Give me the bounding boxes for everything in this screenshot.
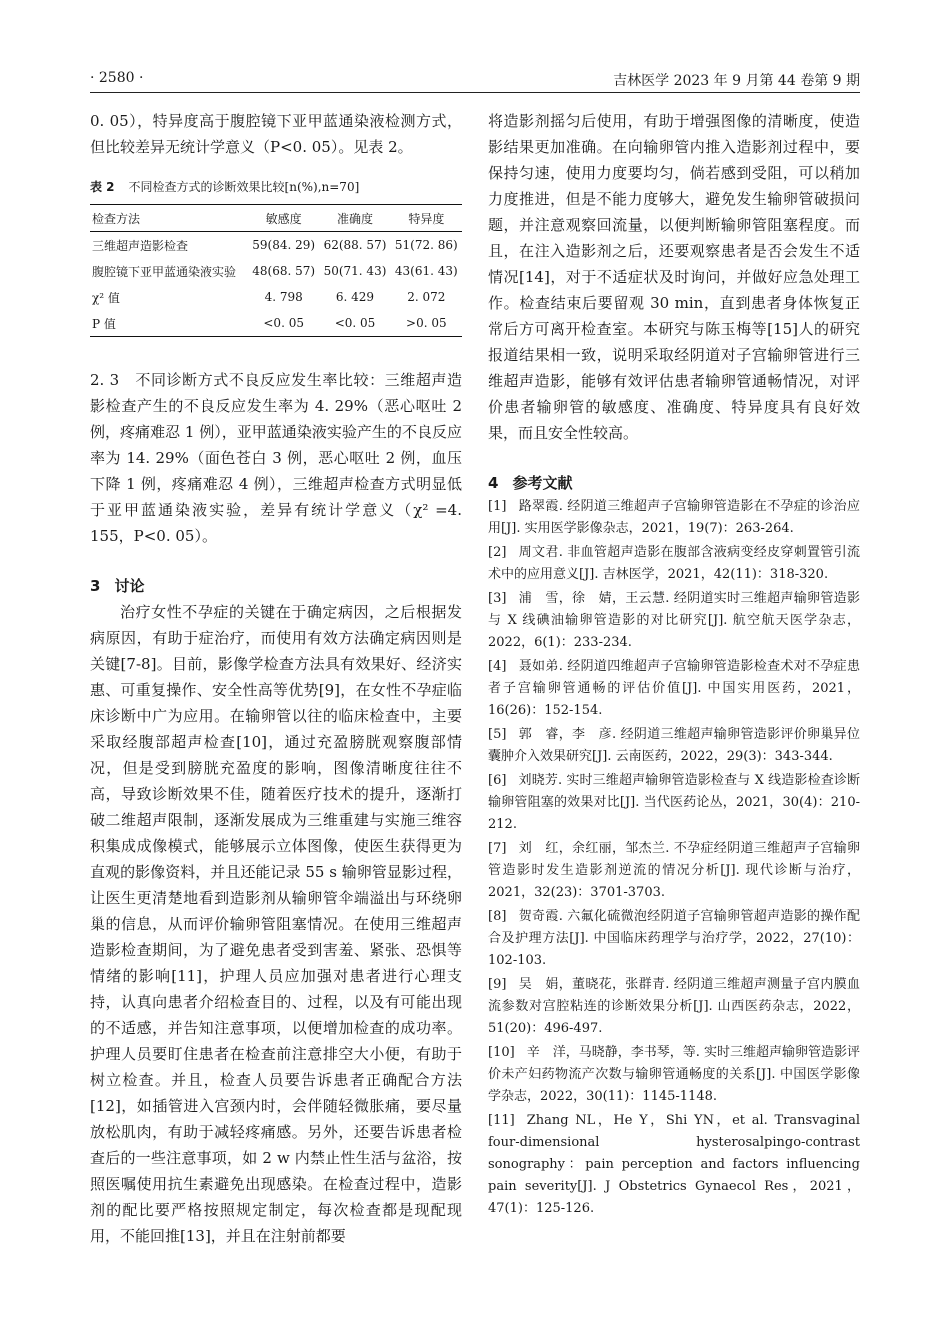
right-column bbox=[488, 108, 860, 1222]
table-row bbox=[90, 258, 462, 284]
table-cell: 三维超声造影检查 bbox=[92, 238, 189, 253]
table-cell: 4. 798 bbox=[264, 290, 303, 304]
table-cell: <0. 05 bbox=[334, 316, 376, 330]
reference-item: [9] 吴 娟，董晓花，张群青. 经阴道三维超声测量子宫内膜血流参数对宫腔粘连的诊断效果分析[J]. 山西医药杂志，2022，51(20)：496-497. bbox=[488, 977, 860, 1036]
section-3-title: 讨论 bbox=[114, 577, 145, 595]
section-3-number: 3 bbox=[90, 577, 101, 595]
reference-item: [4] 聂如弟. 经阴道四维超声子宫输卵管造影检查术对不孕症患者子宫输卵管通畅的评估价值[J]. 中国实用医药，2021，16(26)：152-154. bbox=[488, 659, 860, 718]
spacer bbox=[90, 549, 462, 573]
reference-item: [5] 郭 睿，李 彦. 经阴道三维超声输卵管造影评价卵巢异位囊肿介入效果研究[J]. 云南医药，2022，29(3)：343-344. bbox=[488, 727, 860, 764]
spacer bbox=[90, 337, 462, 367]
table-cell: P 值 bbox=[92, 316, 116, 331]
page-number: · 2580 · bbox=[90, 70, 144, 86]
left-column bbox=[90, 108, 462, 1249]
table-cell: 43(61. 43) bbox=[394, 264, 458, 278]
references-heading bbox=[488, 470, 860, 496]
reference-item: [1] 路翠霞. 经阴道三维超声子宫输卵管造影在不孕症的诊治应用[J]. 实用医学影像杂志，2021，19(7)：263-264. bbox=[488, 499, 860, 536]
references-title: 参考文献 bbox=[512, 474, 573, 492]
discussion-text: 治疗女性不孕症的关键在于确定病因，之后根据发病原因，有助于症治疗，而使用有效方法确定病因则是关键[7-8]。目前，影像学检查方法具有效果好、经济实惠、可重复操作、安全性高等优势[9]，在女性不孕症临床诊断中广为应用。在输卵管以往的临床检查中，主要采取经腹部超声检查[10]，通过充盈膀胱观察腹部情况，但是受到膀胱充盈度的影响，图像清晰度往往不高，导致诊断效果不佳，随着医疗技术的提升，逐渐打破二维超声限制，逐渐发展成为三维重建与实施三维容积集成成像模式，能够展示立体图像，使医生获得更为直观的影像资料，并且还能记录 55 s 输卵管显影过程，让医生更清楚地看到造影剂从输卵管伞端溢出与环绕卵巢的信息，从而评价输卵管阻塞情况。在使用三维超声造影检查期间，为了避免患者受到害羞、紧张、恐惧等情绪的影响[11]，护理人员应加强对患者进行心理支持，认真向患者介绍检查目的、过程，以及有可能出现的不适感，并告知注意事项，以便增加检查的成功率。护理人员要盯住患者在检查前注意排空大小便，有助于树立检查。并且，检查人员要告诉患者正确配合方法[12]，如插管进入宫颈内时，会伴随轻微胀痛，要尽量放松肌肉，有助于减轻疼痛感。另外，还要告诉患者检查后的一些注意事项，如 2 w 内禁止性生活与盆浴，按照医嘱使用抗生素避免出现感染。在检查过程中，造影剂的配比要严格按照规定制定，每次检查都是现配现用，不能回推[13]，并且在注射前都要 bbox=[90, 603, 462, 1245]
reference-item: [3] 浦 雪，徐 婧，王云慧. 经阴道实时三维超声输卵管造影与 X 线碘油输卵管造影的对比研究[J]. 航空航天医学杂志，2022，6(1)：233-234. bbox=[488, 591, 860, 650]
table-row bbox=[90, 284, 462, 310]
table-cell: 62(88. 57) bbox=[323, 238, 387, 252]
table-cell: <0. 05 bbox=[263, 316, 304, 330]
col-accuracy: 准确度 bbox=[336, 211, 373, 226]
col-specificity: 特异度 bbox=[408, 211, 445, 226]
reference-item: [8] 贺奇霞. 六氟化硫微泡经阴道子宫输卵管超声造影的操作配合及护理方法[J]. 中国临床药理学与治疗学，2022，27(10)：102-103. bbox=[488, 909, 860, 968]
section-3-heading bbox=[90, 573, 462, 599]
discussion-continuation: 将造影剂摇匀后使用，有助于增强图像的清晰度，使造影结果更加准确。在向输卵管内推入造影剂过程中，要保持匀速，使用力度要均匀，倘若感到受阻，可以稍加力度推进，但是不能力度够大，避免发生输卵管破损问题，并注意观察回流量，以便判断输卵管阻塞程度。而且，在注入造影剂之后，还要观察患者是否会发生不适情况[14]，对于不适症状及时询问，并做好应急处理工作。检查结束后要留观 30 min，直到患者身体恢复正常后方可离开检查室。本研究与陈玉梅等[15]人的研究报道结果相一致，说明采取经阴道对子宫输卵管进行三维超声造影，能够有效评估患者输卵管通畅情况，对评价患者输卵管的敏感度、准确度、特异度具有良好效果，而且安全性较高。 bbox=[488, 112, 860, 442]
results-continuation: 0. 05），特异度高于腹腔镜下亚甲蓝通染液检测方式，但比较差异无统计学意义（P<0. 05）。见表 2。 bbox=[90, 112, 462, 156]
header-rule bbox=[90, 92, 860, 93]
spacer bbox=[488, 446, 860, 470]
table-caption bbox=[90, 178, 462, 196]
references-number: 4 bbox=[488, 474, 499, 492]
table-row bbox=[90, 232, 462, 259]
table-cell: >0. 05 bbox=[406, 316, 447, 330]
table-header-row bbox=[90, 205, 462, 232]
table-cell: χ² 值 bbox=[92, 290, 120, 305]
table-cell: 2. 072 bbox=[407, 290, 446, 304]
table-cell: 6. 429 bbox=[335, 290, 375, 304]
reference-item: [11] Zhang NL，He Y，Shi YN，et al. Transvaginal four-dimensional hysterosalpingo-contrast sonography：pain perception and factors influencing pain severity[J]. J Obstetrics Gynaecol Res，2021，47(1)：125-126. bbox=[488, 1113, 860, 1216]
col-sensitivity: 敏感度 bbox=[265, 211, 302, 226]
comparison-table bbox=[90, 204, 462, 337]
reference-item: [2] 周文君. 非血管超声造影在腹部含液病变经皮穿刺置管引流术中的应用意义[J]. 吉林医学，2021，42(11)：318-320. bbox=[488, 545, 860, 582]
table-label: 表 2 bbox=[90, 180, 115, 194]
section-2-3-text: 2. 3 不同诊断方式不良反应发生率比较：三维超声造影检查产生的不良反应发生率为 4. 29%（恶心呕吐 2 例，疼痛难忍 1 例），亚甲蓝通染液实验产生的不良反应率为 14. 29%（面色苍白 3 例，恶心呕吐 2 例，血压下降 1 例，疼痛难忍 4 例），三维超声检查方式明显低于亚甲蓝通染液实验，差异有统计学意义（χ² =4. 155，P<0. 05）。 bbox=[90, 371, 462, 545]
table-title: 不同检查方式的诊断效果比较[n(%),n=70] bbox=[128, 180, 360, 194]
journal-issue: 吉林医学 2023 年 9 月第 44 卷第 9 期 bbox=[613, 73, 860, 89]
reference-item: [10] 辛 洋，马晓静，李书琴，等. 实时三维超声输卵管造影评价未产妇药物流产次数与输卵管通畅度的关系[J]. 中国医学影像学杂志，2022，30(11)：1145-1148. bbox=[488, 1045, 860, 1104]
table-cell: 50(71. 43) bbox=[323, 264, 387, 278]
reference-item: [6] 刘晓芳. 实时三维超声输卵管造影检查与 X 线造影检查诊断输卵管阻塞的效果对比[J]. 当代医药论丛，2021，30(4)：210-212. bbox=[488, 773, 860, 832]
table-row bbox=[90, 310, 462, 337]
reference-list bbox=[488, 496, 860, 1220]
reference-item: [7] 刘 红，余红丽，邹杰兰. 不孕症经阴道三维超声子宫输卵管造影时发生造影剂逆流的情况分析[J]. 现代诊断与治疗，2021，32(23)：3701-3703. bbox=[488, 841, 860, 900]
col-method: 检查方法 bbox=[92, 211, 141, 226]
page-header bbox=[90, 68, 860, 92]
table-cell: 59(84. 29) bbox=[252, 238, 316, 252]
table-cell: 腹腔镜下亚甲蓝通染液实验 bbox=[92, 264, 237, 279]
table-cell: 48(68. 57) bbox=[252, 264, 316, 278]
table-cell: 51(72. 86) bbox=[394, 238, 458, 252]
